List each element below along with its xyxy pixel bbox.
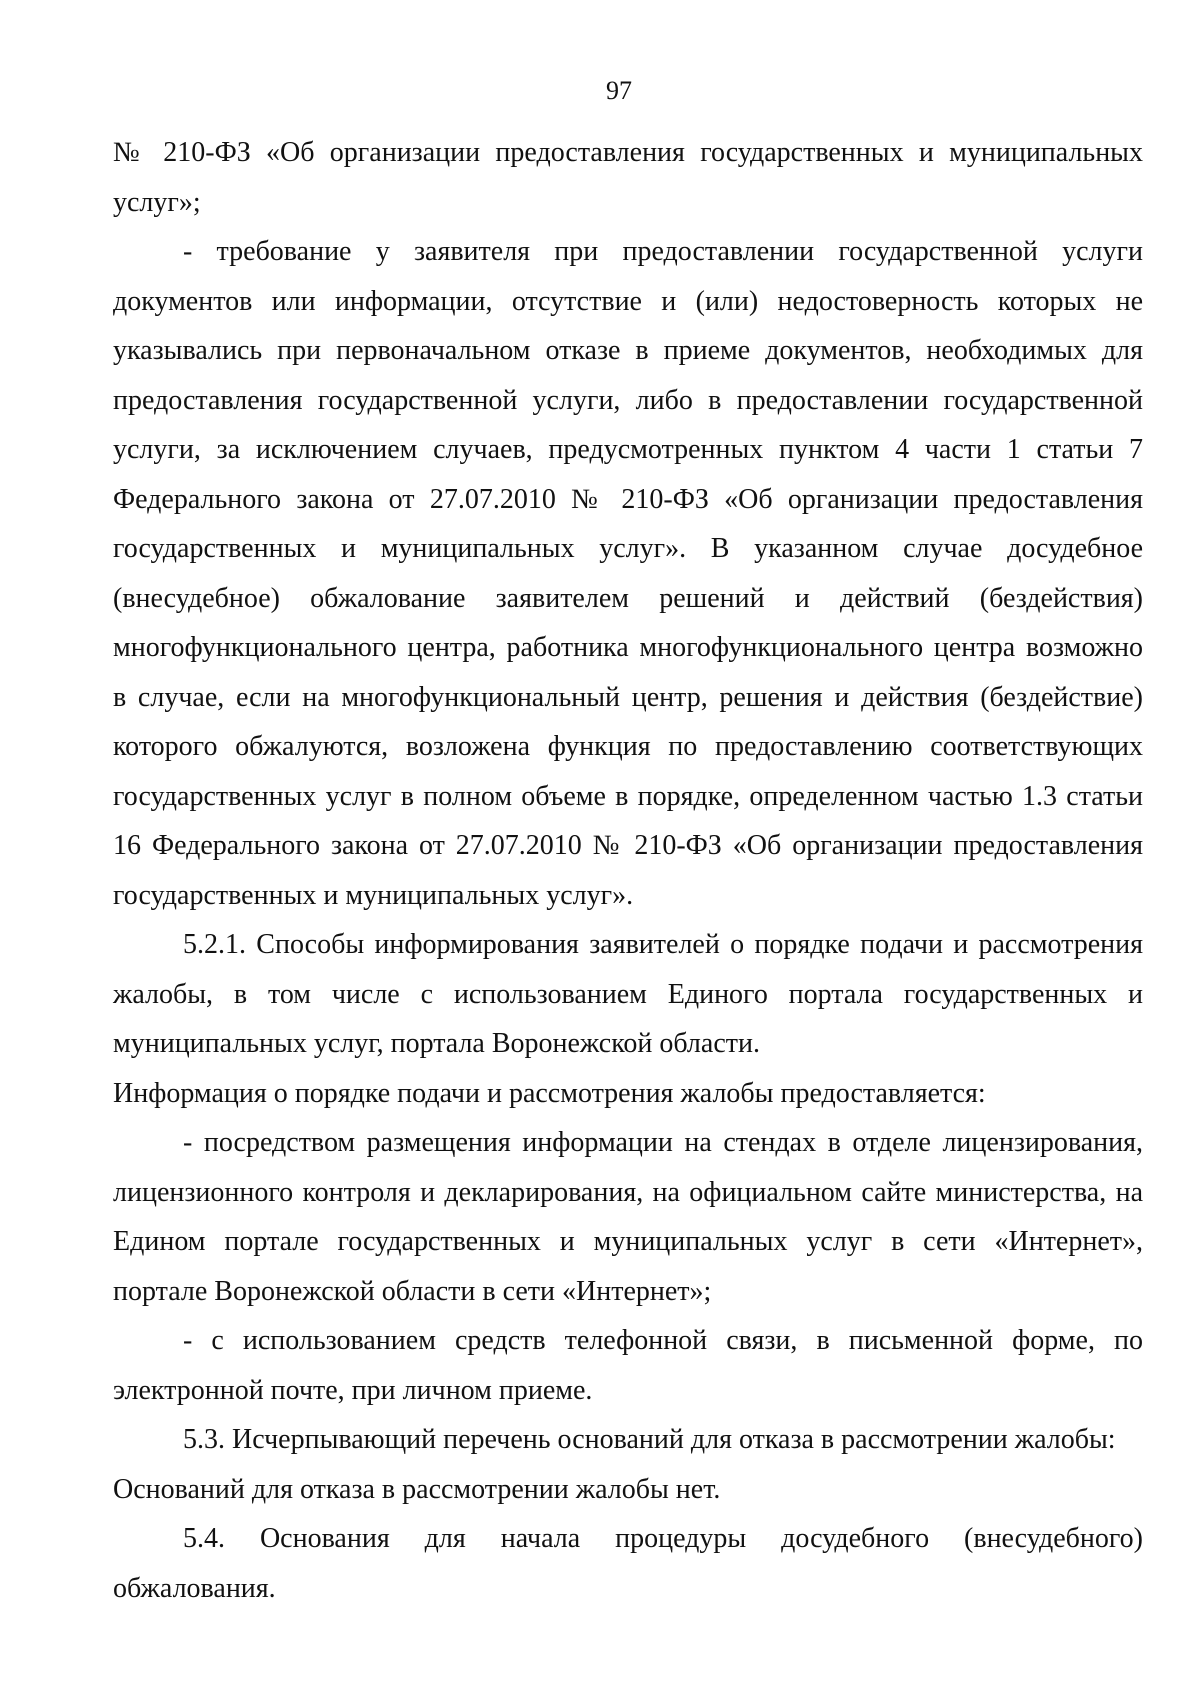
paragraph-information-provided: Информация о порядке подачи и рассмотрения жалобы предоставляется: [113, 1077, 986, 1109]
paragraph-section-5-2-1: 5.2.1. Способы информирования заявителей о порядке подачи и рассмотрения жалобы, в том числе с использованием Единого портала государственных и муниципальных услуг, портала Воронежской области. [113, 929, 1143, 1059]
paragraph-section-5-3: 5.3. Исчерпывающий перечень оснований для отказа в рассмотрении жалобы: [183, 1424, 1116, 1455]
document-body [113, 128, 1143, 1613]
paragraph-information-contact-means: - с использованием средств телефонной связи, в письменной форме, по электронной почте, при личном приеме. [113, 1325, 1143, 1406]
page-number: 97 [606, 76, 632, 105]
paragraph-section-5-4: 5.4. Основания для начала процедуры досудебного (внесудебного) обжалования. [113, 1523, 1143, 1604]
paragraph-document-requirement: - требование у заявителя при предоставлении государственной услуги документов или информации, отсутствие и (или) недостоверность которых не указывались при первоначальном отказе в приеме документов, необходимых для предоставления государственной услуги, либо в предоставлении государственной услуги, за исключением случаев, предусмотренных пунктом 4 части 1 статьи 7 Федерального закона от 27.07.2010 № 210-ФЗ «Об организации предоставления государственных и муниципальных услуг». В указанном случае досудебное (внесудебное) обжалование заявителем решений и действий (бездействия) многофункционального центра, работника многофункционального центра возможно в случае, если на многофункциональный центр, решения и действия (бездействие) которого обжалуются, возложена функция по предоставлению соответствующих государственных услуг в полном объеме в порядке, определенном частью 1.3 статьи 16 Федерального закона от 27.07.2010 № 210-ФЗ «Об организации предоставления государственных и муниципальных услуг». [113, 236, 1143, 911]
paragraph-no-refusal-grounds: Оснований для отказа в рассмотрении жалобы нет. [113, 1473, 721, 1505]
paragraph-information-stands: - посредством размещения информации на стендах в отделе лицензирования, лицензионного контроля и декларирования, на официальном сайте министерства, на Едином портале государственных и муниципальных услуг в сети «Интернет», портале Воронежской области в сети «Интернет»; [113, 1127, 1143, 1307]
paragraph-law-reference-continuation: № 210-ФЗ «Об организации предоставления государственных и муниципальных услуг»; [113, 137, 1143, 218]
